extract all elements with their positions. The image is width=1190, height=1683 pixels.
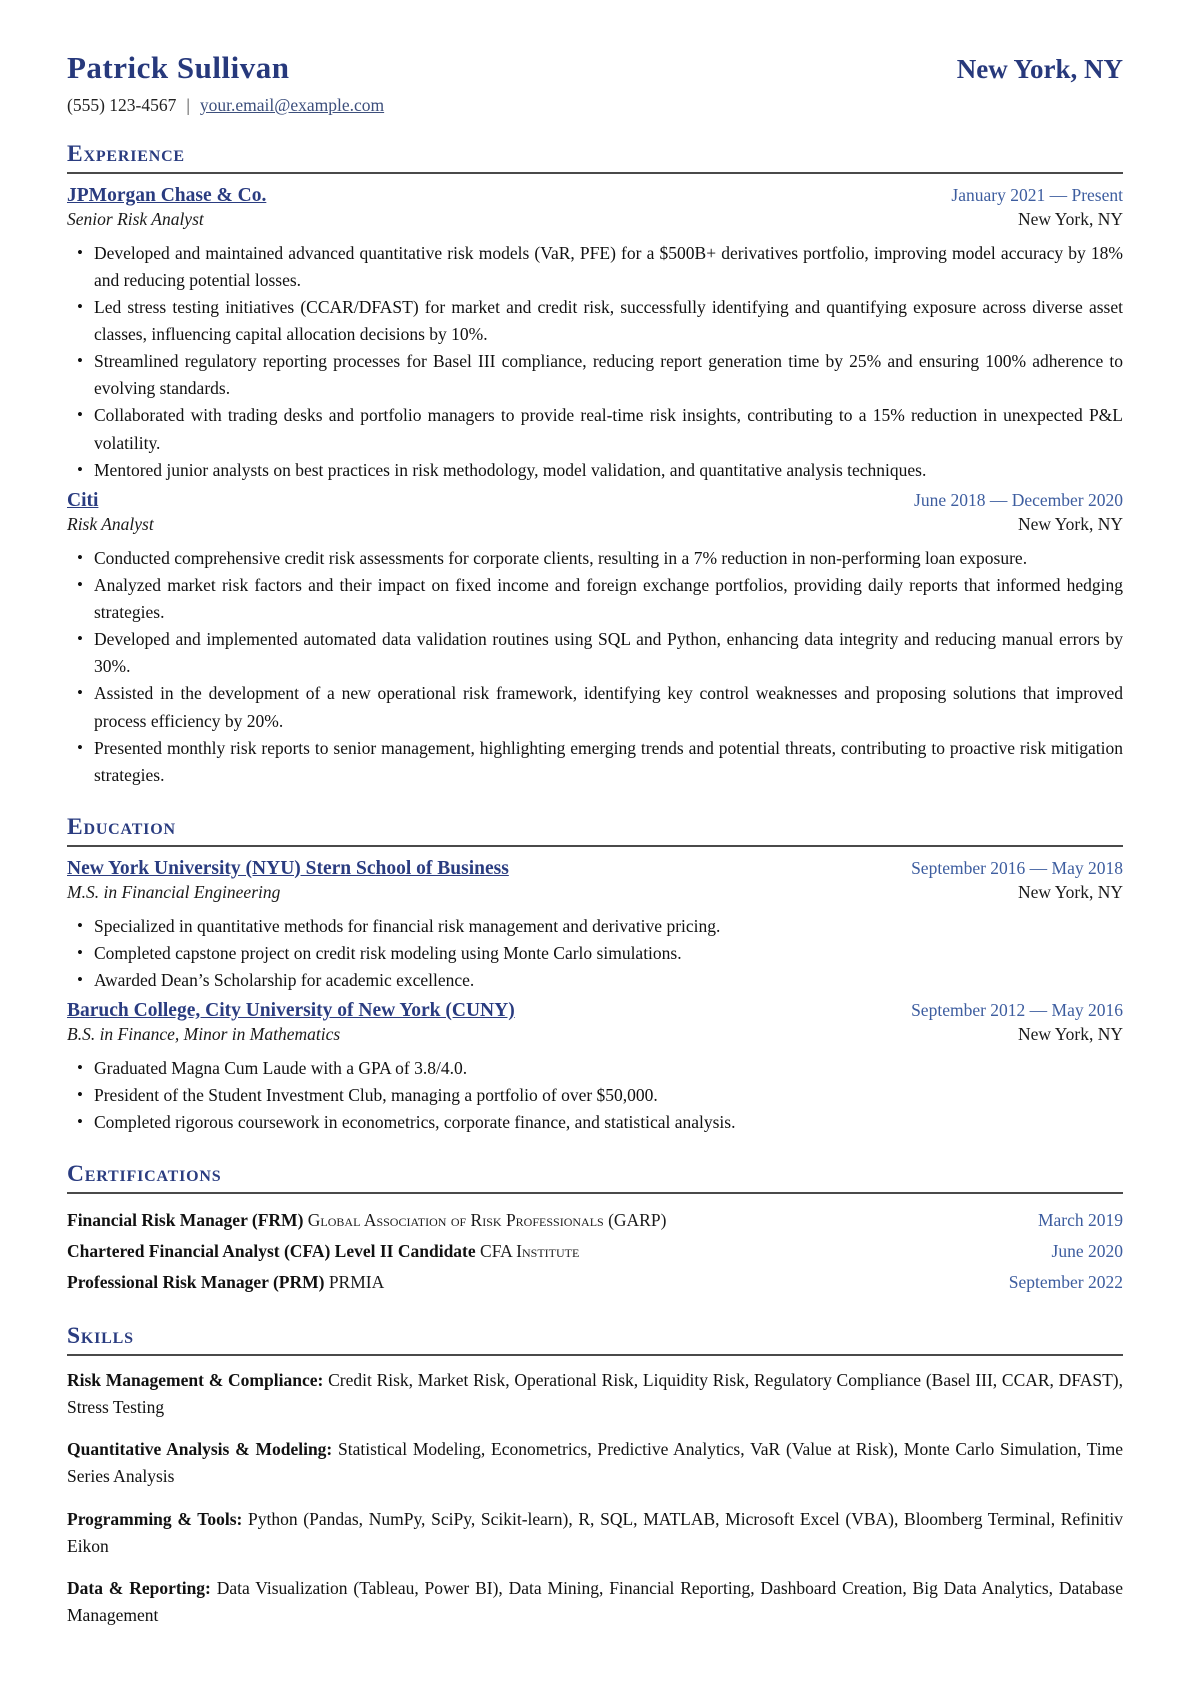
section-skills — [67, 1324, 1123, 1629]
bullet-item: • Assisted in the development of a new operational risk framework, identifying key control weaknesses and proposing solutions that improved process efficiency by 20%. — [67, 680, 1123, 734]
contact-separator: | — [186, 95, 190, 115]
section-title-education: Education — [67, 813, 176, 840]
certification-name: Financial Risk Manager (FRM) — [67, 1210, 304, 1231]
person-location: New York, NY — [956, 54, 1123, 84]
bullet-list — [67, 1055, 1123, 1136]
section-rule — [67, 1354, 1123, 1356]
phone-number: (555) 123-4567 — [67, 95, 177, 115]
entry-location: New York, NY — [1017, 1023, 1123, 1044]
skill-group-label: Quantitative Analysis & Modeling: — [67, 1439, 333, 1460]
email-link[interactable]: your.email@example.com — [199, 95, 385, 115]
bullet-item: • Developed and maintained advanced quantitative risk models (VaR, PFE) for a $500B+ derivatives portfolio, improving model accuracy by 18% and reducing potential losses. — [67, 240, 1123, 294]
contact-row — [67, 95, 1123, 116]
resume-header — [67, 50, 1123, 86]
person-name: Patrick Sullivan — [67, 50, 290, 85]
section-rule — [67, 1192, 1123, 1194]
skill-group-items: Data Visualization (Tableau, Power BI), Data Mining, Financial Reporting, Dashboard Creation, Big Data Analytics, Database Management — [67, 1577, 1123, 1625]
experience-entry-citi — [67, 490, 1123, 789]
company-link-citi[interactable]: Citi — [67, 489, 99, 511]
skill-group-risk — [67, 1367, 1123, 1421]
entry-degree: B.S. in Finance, Minor in Mathematics — [67, 1023, 341, 1044]
bullet-list — [67, 545, 1123, 789]
school-link-baruch[interactable]: Baruch College, City University of New York (CUNY) — [67, 999, 515, 1021]
bullet-list — [67, 240, 1123, 484]
school-link-nyu[interactable]: New York University (NYU) Stern School of Business — [67, 857, 509, 879]
bullet-item: • Developed and implemented automated data validation routines using SQL and Python, enhancing data integrity and reducing manual errors by 30%. — [67, 626, 1123, 680]
entry-dates: June 2018 — December 2020 — [914, 489, 1123, 510]
bullet-list — [67, 913, 1123, 994]
skill-group-label: Data & Reporting: — [67, 1577, 211, 1598]
bullet-item: • Completed rigorous coursework in econometrics, corporate finance, and statistical analysis. — [67, 1109, 1123, 1136]
entry-location: New York, NY — [1017, 513, 1123, 534]
entry-dates: September 2012 — May 2016 — [911, 999, 1123, 1020]
section-education — [67, 815, 1123, 1136]
certification-name: Chartered Financial Analyst (CFA) Level II Candidate — [67, 1241, 476, 1262]
certification-date: March 2019 — [1037, 1210, 1123, 1231]
skill-group-quant — [67, 1436, 1123, 1490]
skill-group-items: Credit Risk, Market Risk, Operational Risk, Liquidity Risk, Regulatory Compliance (Basel III, CCAR, DFAST), Stress Testing — [67, 1370, 1124, 1418]
bullet-item: • Led stress testing initiatives (CCAR/DFAST) for market and credit risk, successfully identifying and quantifying exposure across diverse asset classes, influencing capital allocation decisions by 10%. — [67, 294, 1123, 348]
bullet-item: • Analyzed market risk factors and their impact on fixed income and foreign exchange portfolios, providing daily reports that informed hedging strategies. — [67, 572, 1123, 626]
section-rule — [67, 845, 1123, 847]
section-title-certifications: Certifications — [67, 1161, 222, 1188]
section-rule — [67, 172, 1123, 174]
entry-dates: September 2016 — May 2018 — [911, 857, 1123, 878]
skill-group-label: Programming & Tools: — [67, 1508, 243, 1529]
certification-issuer: PRMIA — [328, 1272, 385, 1293]
skill-group-items: Python (Pandas, NumPy, SciPy, Scikit-learn), R, SQL, MATLAB, Microsoft Excel (VBA), Bloomberg Terminal, Refinitiv Eikon — [67, 1508, 1123, 1556]
experience-entry-jpmorgan — [67, 185, 1123, 484]
company-link-jpmorgan[interactable]: JPMorgan Chase & Co. — [67, 184, 267, 206]
section-title-skills: Skills — [67, 1323, 134, 1350]
certification-row — [67, 1205, 1123, 1236]
bullet-item: • Streamlined regulatory reporting processes for Basel III compliance, reducing report generation time by 25% and ensuring 100% adherence to evolving standards. — [67, 348, 1123, 402]
bullet-item: • Mentored junior analysts on best practices in risk methodology, model validation, and quantitative analysis techniques. — [67, 457, 1123, 484]
section-title-experience: Experience — [67, 141, 185, 167]
education-entry-nyu — [67, 858, 1123, 994]
certification-name: Professional Risk Manager (PRM) — [67, 1272, 325, 1293]
entry-role: Senior Risk Analyst — [67, 208, 204, 229]
entry-role: Risk Analyst — [67, 513, 154, 534]
bullet-item: • Collaborated with trading desks and portfolio managers to provide real-time risk insights, contributing to a 15% reduction in unexpected P&L volatility. — [67, 402, 1123, 456]
bullet-item: • Presented monthly risk reports to senior management, highlighting emerging trends and potential threats, contributing to proactive risk mitigation strategies. — [67, 735, 1123, 789]
certification-issuer: CFA Institute — [480, 1241, 580, 1262]
skill-group-data — [67, 1575, 1123, 1629]
skill-group-programming — [67, 1506, 1123, 1560]
section-experience — [67, 142, 1123, 789]
entry-degree: M.S. in Financial Engineering — [67, 881, 281, 902]
certification-row — [67, 1236, 1123, 1267]
skill-group-label: Risk Management & Compliance: — [67, 1370, 324, 1391]
certification-issuer: Global Association of Risk Professionals (GARP) — [307, 1210, 667, 1231]
bullet-item: • Awarded Dean’s Scholarship for academic excellence. — [67, 967, 1123, 994]
entry-location: New York, NY — [1017, 208, 1123, 229]
certification-date: June 2020 — [1051, 1241, 1123, 1262]
entry-dates: January 2021 — Present — [951, 184, 1123, 205]
skill-group-items: Statistical Modeling, Econometrics, Predictive Analytics, VaR (Value at Risk), Monte Carlo Simulation, Time Series Analysis — [67, 1439, 1124, 1487]
bullet-item: • Graduated Magna Cum Laude with a GPA of 3.8/4.0. — [67, 1055, 1123, 1082]
education-entry-baruch — [67, 1000, 1123, 1136]
certification-date: September 2022 — [1008, 1272, 1123, 1293]
bullet-item: • Completed capstone project on credit risk modeling using Monte Carlo simulations. — [67, 940, 1123, 967]
bullet-item: • Conducted comprehensive credit risk assessments for corporate clients, resulting in a 7% reduction in non-performing loan exposure. — [67, 545, 1123, 572]
bullet-item: • Specialized in quantitative methods for financial risk management and derivative pricing. — [67, 913, 1123, 940]
bullet-item: • President of the Student Investment Club, managing a portfolio of over $50,000. — [67, 1082, 1123, 1109]
certification-row — [67, 1267, 1123, 1298]
entry-location: New York, NY — [1017, 881, 1123, 902]
section-certifications — [67, 1162, 1123, 1298]
